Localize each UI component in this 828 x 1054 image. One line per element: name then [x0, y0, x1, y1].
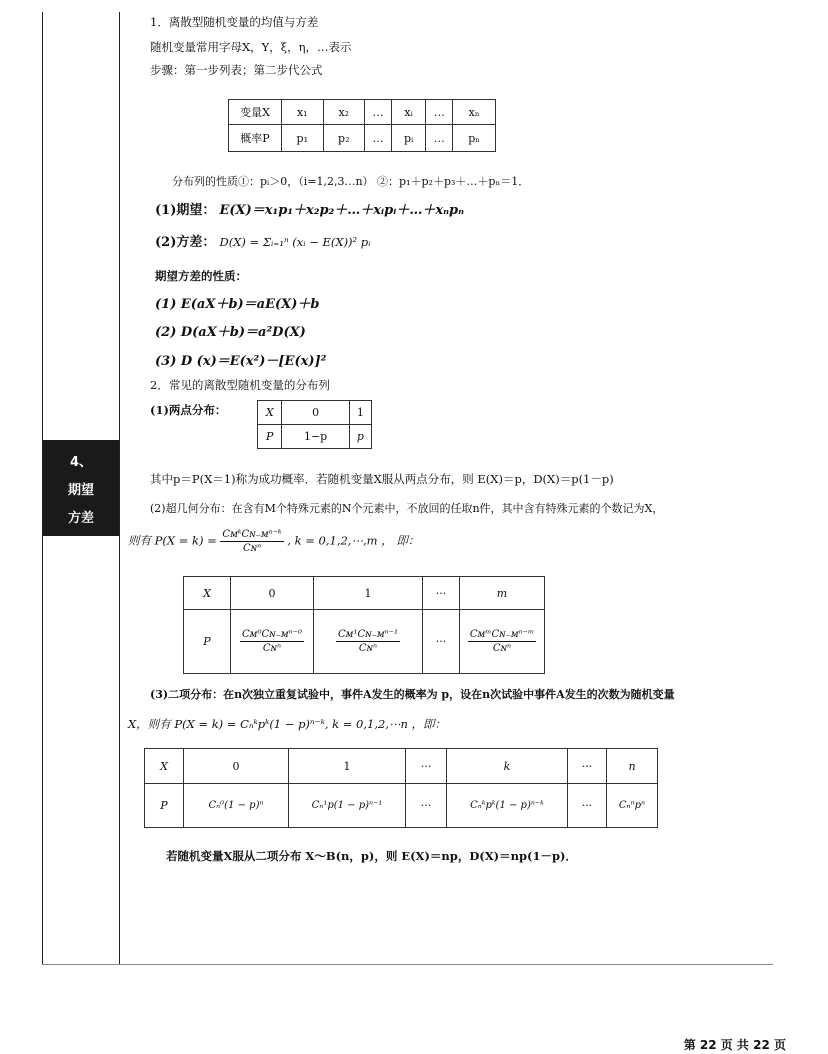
table-cell: m — [460, 577, 545, 610]
table-cell: 0 — [282, 401, 349, 425]
distribution-table — [228, 99, 496, 152]
binomial-line1 — [150, 686, 675, 702]
s1-line3: 步骤：第一步列表；第二步代公式 — [150, 63, 323, 77]
binomial-result: 若随机变量X服从二项分布 X～B(n，p)，则 E(X)＝np，D(X)＝np(1－p)． — [166, 849, 577, 863]
table-cell: xₙ — [453, 100, 496, 125]
expectation-label: (1)期望： — [155, 203, 216, 218]
table-cell: p₁ — [282, 125, 324, 152]
distribution-properties: 分布列的性质①：pᵢ＞0，（i=1,2,3…n） ②：p₁＋p₂＋p₃＋…＋pₙ＝1． — [172, 175, 530, 188]
table-cell: Cₙ⁰(1 − p)ⁿ — [184, 784, 289, 828]
expectation-line — [155, 199, 464, 218]
property-3: (3) D (x)＝E(x²)－[E(x)]² — [155, 354, 327, 369]
table-row — [258, 401, 372, 425]
frame-bottom-border — [42, 964, 773, 965]
table-cell: 1 — [314, 577, 423, 610]
table-row — [145, 749, 658, 784]
table-cell: x₂ — [323, 100, 365, 125]
table-cell: p — [349, 425, 371, 449]
table-cell: 0 — [231, 577, 314, 610]
hypergeometric-line2 — [128, 528, 419, 555]
table-cell: P — [184, 610, 231, 674]
table-cell: X — [184, 577, 231, 610]
frac-den: Cɴⁿ — [358, 643, 378, 654]
two-point-text: 其中p＝P(X＝1)称为成功概率．若随机变量X服从两点分布，则 E(X)＝p，D(X)＝p(1－p) — [150, 472, 614, 486]
hypergeometric-line1: (2)超几何分布：在含有M个特殊元素的N个元素中，不放回的任取n件，其中含有特殊元素的个数记为X， — [150, 502, 664, 515]
table-cell: … — [426, 125, 453, 152]
page-footer: 第 22 页 共 22 页 — [683, 1038, 786, 1052]
table-cell — [231, 610, 314, 674]
table-cell: 1 — [289, 749, 406, 784]
table-row — [184, 610, 545, 674]
expectation-formula: E(X)＝x₁p₁＋x₂p₂＋…＋xᵢpᵢ＋…＋xₙpₙ — [219, 203, 465, 218]
two-point-label: (1)两点分布： — [150, 403, 227, 417]
table-cell: ··· — [568, 784, 607, 828]
table-row — [229, 125, 496, 152]
section-label — [43, 440, 119, 536]
frac-den: Cɴⁿ — [262, 643, 282, 654]
hyper-frac-num: CᴍᵏCɴ₋ᴍⁿ⁻ᵏ — [222, 529, 282, 540]
table-cell: ··· — [568, 749, 607, 784]
table-cell: p₂ — [323, 125, 365, 152]
table-cell: … — [365, 125, 392, 152]
table-cell — [314, 610, 423, 674]
frame-column-divider — [119, 12, 120, 965]
table-cell: xᵢ — [392, 100, 426, 125]
table-cell: ··· — [423, 577, 460, 610]
frac-num: Cᴍ⁰Cɴ₋ᴍⁿ⁻⁰ — [242, 629, 302, 640]
table-cell: pₙ — [453, 125, 496, 152]
frac-num: CᴍᵐCɴ₋ᴍⁿ⁻ᵐ — [469, 629, 535, 640]
property-2: (2) D(aX＋b)＝a²D(X) — [155, 325, 306, 340]
table-cell: k — [447, 749, 568, 784]
table-cell: 变量X — [229, 100, 282, 125]
variance-label: (2)方差： — [155, 235, 216, 250]
table-row — [145, 784, 658, 828]
hyper-fraction — [220, 528, 283, 555]
properties-title: 期望方差的性质： — [155, 269, 247, 283]
binomial-table — [144, 748, 658, 828]
table-cell — [460, 610, 545, 674]
section-number: 4、 — [69, 454, 93, 470]
table-cell: ··· — [406, 749, 447, 784]
table-cell: 概率P — [229, 125, 282, 152]
binomial-line1-text: (3)二项分布：在n次独立重复试验中，事件A发生的概率为 p，设在n次试验中事件A发生的次数为随机变量 — [150, 688, 675, 701]
table-cell: … — [426, 100, 453, 125]
frac-den: Cɴⁿ — [492, 643, 512, 654]
table-cell: X — [258, 401, 282, 425]
two-point-table — [257, 400, 372, 449]
table-row — [184, 577, 545, 610]
table-cell: n — [607, 749, 658, 784]
table-cell: x₁ — [282, 100, 324, 125]
table-row — [229, 100, 496, 125]
table-row — [258, 425, 372, 449]
hyper-prefix: 则有 P(X = k) = — [128, 533, 217, 548]
hypergeometric-table — [183, 576, 545, 674]
table-cell: X — [145, 749, 184, 784]
table-cell: Cₙᵏpᵏ(1 − p)ⁿ⁻ᵏ — [447, 784, 568, 828]
s1-line2: 随机变量常用字母X，Y，ξ，η，…表示 — [150, 40, 352, 54]
variance-line — [155, 231, 370, 250]
table-cell: pᵢ — [392, 125, 426, 152]
binomial-line2: X，则有 P(X = k) = Cₙᵏpᵏ(1 − p)ⁿ⁻ᵏ, k = 0,1,2,⋯n ，即： — [128, 717, 447, 731]
variance-formula: D(X) = Σᵢ₌₁ⁿ (xᵢ − E(X))² pᵢ — [219, 235, 371, 249]
hyper-frac-den: Cɴⁿ — [242, 543, 262, 554]
table-cell: 1−p — [282, 425, 349, 449]
table-cell: ··· — [406, 784, 447, 828]
section-title-2: 方差 — [67, 510, 94, 526]
table-cell: … — [365, 100, 392, 125]
hyper-suffix: , k = 0,1,2,⋯,m ， 即： — [287, 533, 420, 548]
section-title-1: 期望 — [67, 482, 94, 498]
table-cell: ··· — [423, 610, 460, 674]
frac-num: Cᴍ¹Cɴ₋ᴍⁿ⁻¹ — [338, 629, 398, 640]
table-cell: P — [258, 425, 282, 449]
table-cell: Cₙ¹p(1 − p)ⁿ⁻¹ — [289, 784, 406, 828]
table-cell: 0 — [184, 749, 289, 784]
table-cell: 1 — [349, 401, 371, 425]
property-1: (1) E(aX＋b)＝aE(X)＋b — [155, 297, 320, 312]
s2-heading: 2．常见的离散型随机变量的分布列 — [150, 378, 330, 392]
table-cell: Cₙⁿpⁿ — [607, 784, 658, 828]
s1-heading: 1．离散型随机变量的均值与方差 — [150, 15, 319, 29]
table-cell: P — [145, 784, 184, 828]
